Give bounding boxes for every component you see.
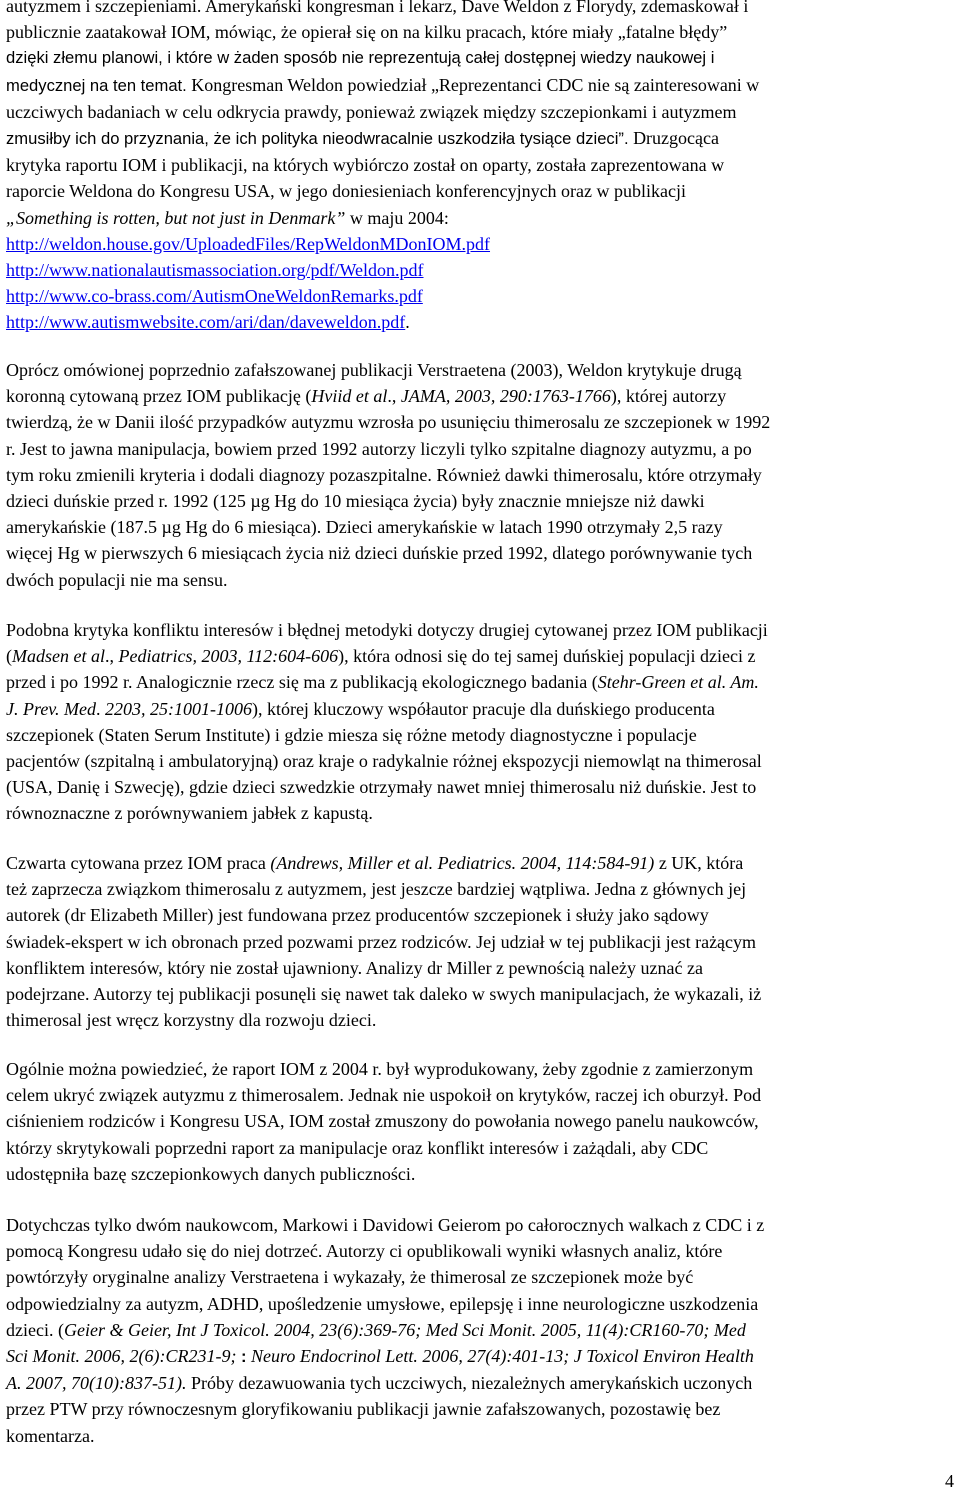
text-line: uczciwych badaniach w celu odkrycia prawdy, ponieważ związek między szczepionkami i autyzmem (6, 101, 737, 122)
text-line: więcej Hg w pierwszych 6 miesiącach życia niż dzieci duńskie przed 1992, dlatego porównywanie tych (6, 543, 753, 564)
paragraph-andrews-miller (6, 850, 955, 1033)
text-line: pomocą Kongresu udało się do niej dotrzeć. Autorzy ci opublikowali wyniki własnych analiz, które (6, 1241, 723, 1262)
text-line: autorek (dr Elizabeth Miller) jest fundowana przez producentów szczepionek i służy jako sądowy (6, 905, 709, 926)
text-line: autyzmem i szczepieniami. Amerykański kongresman i lekarz, Dave Weldon z Florydy, zdemaskował i (6, 0, 749, 16)
text-line: dzieci duńskie przed r. 1992 (125 µg Hg do 10 miesiąca życia) były znacznie mniejsze niż dawki (6, 491, 705, 512)
text-line: szczepionek (Staten Serum Institute) i gdzie miesza się różne metody diagnostyczne i populacje (6, 724, 697, 745)
weldon-link-4: http://www.autismwebsite.com/ari/dan/daveweldon.pdf. (6, 312, 410, 333)
text-line: udostępniła bazę szczepionkowych danych publiczności. (6, 1163, 416, 1184)
weldon-link-2 (6, 257, 955, 283)
text-line: Oprócz omówionej poprzednio zafałszowanej publikacji Verstraetena (2003), Weldon krytykuje drugą (6, 360, 742, 380)
text-line: raporcie Weldona do Kongresu USA, w jego doniesieniach konferencyjnych oraz w publikacji (6, 181, 687, 202)
text-line: celem ukryć związek autyzmu z thimerosalem. Jednak nie uspokoił on krytyków, raczej ich oburzył. Pod (6, 1085, 762, 1106)
paragraph-weldon (6, 0, 955, 336)
text-line: tym roku zmienili kryteria i dodali diagnozy pozaszpitalne. Również dawki thimerosalu, które otrzymały (6, 464, 762, 485)
text-line: którzy skrytykowali poprzedni raport za manipulacje oraz konflikt interesów i zażądali, aby CDC (6, 1137, 709, 1158)
text-line: przed i po 1992 r. Analogicznie rzecz się ma z publikacją ekologicznego badania (Stehr-Green et al. Am. (6, 672, 759, 693)
text-line: „Something is rotten, but not just in Denmark” w maju 2004: (6, 207, 449, 228)
weldon-link-1 (6, 231, 955, 257)
text-line: Dotychczas tylko dwóm naukowcom, Markowi i Davidowi Geierom po całorocznych walkach z CDC i z (6, 1215, 765, 1235)
paragraph-madsen-stehr-green (6, 617, 955, 827)
text-line: Czwarta cytowana przez IOM praca (Andrews, Miller et al. Pediatrics. 2004, 114:584-91) z UK, która (6, 853, 744, 873)
text-line: zmusiłby ich do przyznania, że ich polityka nieodwracalnie uszkodziła tysiące dzieci”. Druzgocąca (6, 128, 720, 149)
text-line: medycznej na ten temat. Kongresman Weldon powiedział „Reprezentanci CDC nie są zainteresowani w (6, 74, 760, 95)
text-line: Ogólnie można powiedzieć, że raport IOM z 2004 r. był wyprodukowany, żeby zgodnie z zamierzonym (6, 1059, 754, 1079)
text-line: thimerosal jest wręcz korzystny dla rozwoju dzieci. (6, 1010, 377, 1031)
text-line: świadek-ekspert w ich obronach przed pozwami przez rodziców. Jej udział w tej publikacji jest rażącym (6, 931, 757, 952)
text-line: powtórzyły oryginalne analizy Verstraetena i wykazały, że thimerosal ze szczepionek może być (6, 1267, 694, 1288)
weldon-link-3 (6, 283, 955, 309)
link-autism-website[interactable]: http://www.autismwebsite.com/ari/dan/daveweldon.pdf (6, 312, 406, 333)
text-line: r. Jest to jawna manipulacja, bowiem przed 1992 autorzy liczyli tylko szpitalne diagnozy autyzmu, a po (6, 438, 752, 459)
text-line: twierdzą, że w Danii ilość przypadków autyzmu wzrosła po usunięciu thimerosalu ze szczepionek w 1992 (6, 412, 771, 433)
paragraph-verstraeten-hviid (6, 357, 955, 593)
paragraph-geier (6, 1212, 955, 1449)
text-line: J. Prev. Med. 2203, 25:1001-1006), której kluczowy współautor pracuje dla duńskiego producenta (6, 698, 715, 719)
text-line: dzięki złemu planowi, i które w żaden sposób nie reprezentują całej dostępnej wiedzy naukowej i (6, 48, 715, 68)
text-line: pacjentów (szpitalną i ambulatoryjną) oraz kraje o radykalnie różnej ekspozycji niemowląt na thimerosal (6, 751, 762, 772)
text-line: komentarza. (6, 1425, 95, 1446)
paragraph-iom-summary (6, 1056, 955, 1187)
text-line: dwóch populacji nie ma sensu. (6, 569, 228, 590)
text-line: dzieci. (Geier & Geier, Int J Toxicol. 2004, 23(6):369-76; Med Sci Monit. 2005, 11(4):CR160-70; Med (6, 1319, 746, 1340)
link-co-brass[interactable]: http://www.co-brass.com/AutismOneWeldonRemarks.pdf (6, 286, 423, 307)
text-line: koronną cytowaną przez IOM publikację (Hviid et al., JAMA, 2003, 290:1763-1766), której autorzy (6, 386, 727, 407)
text-line: publicznie zaatakował IOM, mówiąc, że opierał się on na kilku pracach, które miały „fatalne błędy” (6, 22, 728, 43)
text-line: Sci Monit. 2006, 2(6):CR231-9; : Neuro Endocrinol Lett. 2006, 27(4):401-13; J Toxicol Environ Health (6, 1346, 754, 1367)
text-line: podejrzane. Autorzy tej publikacji posunęli się nawet tak daleko w swych manipulacjach, że wykazali, iż (6, 984, 762, 1005)
text-line: Podobna krytyka konfliktu interesów i błędnej metodyki dotyczy drugiej cytowanej przez IOM publikacji (6, 620, 768, 640)
link-weldon-house[interactable]: http://weldon.house.gov/UploadedFiles/RepWeldonMDonIOM.pdf (6, 233, 491, 254)
text-line: konfliktem interesów, który nie został ujawniony. Analizy dr Miller z pewnością należy uznać za (6, 957, 703, 978)
text-line: też zaprzecza związkom thimerosalu z autyzmem, jest jeszcze bardziej wątpliwa. Jedna z głównych jej (6, 879, 747, 900)
text-line: krytyka raportu IOM i publikacji, na których wybiórczo został on oparty, została zaprezentowana w (6, 155, 725, 176)
text-line: (Madsen et al., Pediatrics, 2003, 112:604-606), która odnosi się do tej samej duńskiej populacji dzieci z (6, 646, 756, 667)
text-line: amerykańskie (187.5 µg Hg do 6 miesiąca). Dzieci amerykańskie w latach 1990 otrzymały 2,5 razy (6, 517, 723, 538)
text-line: A. 2007, 70(10):837-51). Próby dezawuowania tych uczciwych, niezależnych amerykańskich uczonych (6, 1373, 753, 1394)
link-national-autism-association[interactable]: http://www.nationalautismassociation.org/pdf/Weldon.pdf (6, 260, 424, 281)
text-line: odpowiedzialny za autyzm, ADHD, upośledzenie umysłowe, epilepsję i inne neurologiczne uszkodzenia (6, 1293, 759, 1314)
page-number: 4 (945, 1471, 954, 1491)
text-line: równoznaczne z porównywaniem jabłek z kapustą. (6, 803, 373, 824)
text-line: ciśnieniem rodziców i Kongresu USA, IOM został zmuszony do powołania nowego panelu naukowców, (6, 1111, 759, 1132)
text-line: (USA, Danię i Szwecję), gdzie dzieci szwedzkie otrzymały nawet mniej thimerosalu niż duńskie. Jest to (6, 777, 757, 798)
text-line: przez PTW przy równoczesnym gloryfikowaniu publikacji jawnie zafałszowanych, pozostawię bez (6, 1399, 721, 1420)
